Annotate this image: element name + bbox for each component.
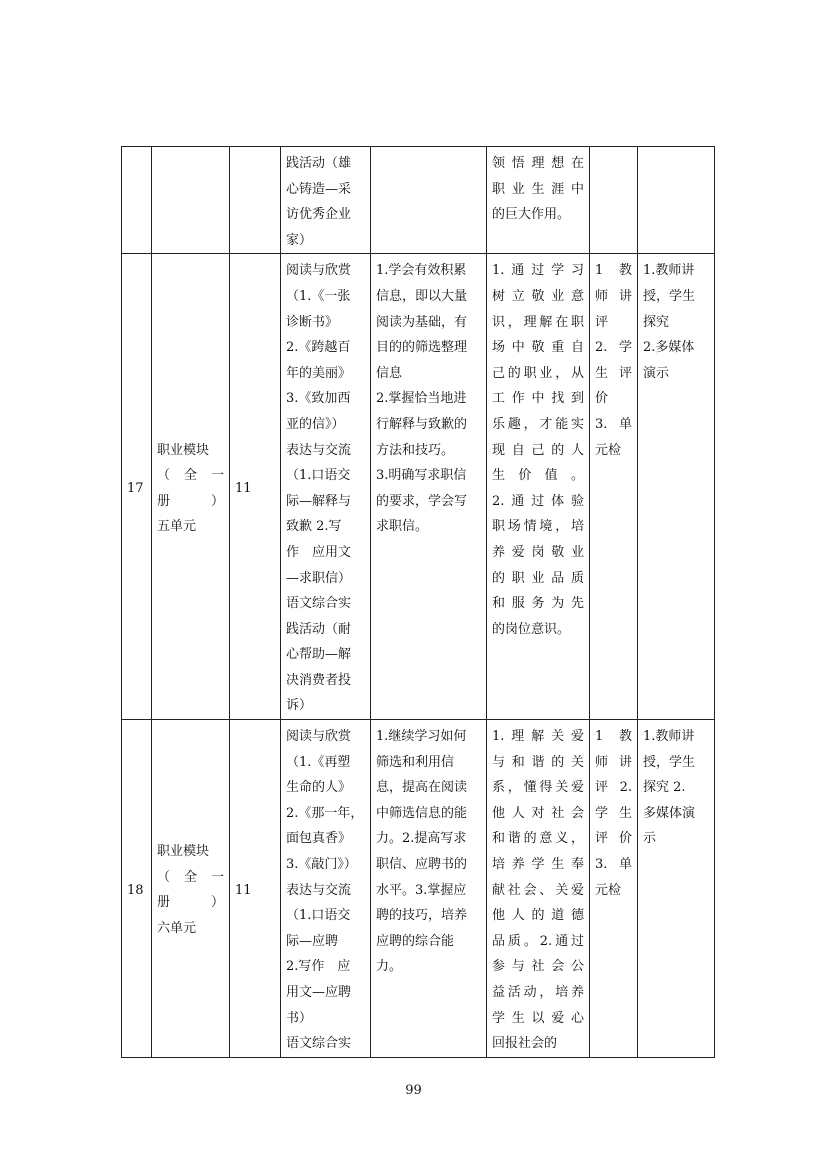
cell-line: 现自己的人 (492, 442, 584, 458)
cell-line: 息，提高在阅读 (376, 780, 468, 796)
cell-line: 培养学生奉 (492, 857, 584, 873)
cell-line: 决消费者投 (286, 672, 352, 688)
cell-line: 面包真香》 (286, 831, 352, 847)
cell-line: 心帮助—解 (286, 647, 352, 663)
cell-line: 际—应聘 (286, 933, 339, 949)
row-number-cell (122, 147, 152, 254)
cell-line: 的职业品质 (492, 570, 584, 586)
cell-line: 和服务为先 (492, 596, 584, 612)
cell-line: 树立敬业意 (492, 288, 584, 304)
table-row (122, 254, 715, 720)
cell-line: 3.《敲门》） (286, 857, 357, 873)
knowledge-goal-cell (371, 147, 487, 254)
row-number-cell: 18 (122, 720, 152, 1058)
cell-line: 1.通过学习 (492, 263, 584, 279)
cell-line: 六单元 (157, 921, 197, 937)
cell-line: 家） (286, 232, 313, 248)
quality-goal-cell (487, 147, 590, 254)
hours-cell: 11 (230, 720, 281, 1058)
cell-line: 多媒体演 (643, 805, 696, 821)
cell-line: 表达与交流 (286, 442, 352, 458)
module-cell (152, 147, 230, 254)
cell-line: 语文综合实 (286, 1036, 352, 1052)
cell-line: 信息，即以大量 (376, 288, 468, 304)
cell-line: 生价值。 (492, 468, 584, 484)
cell-line: （1.《再塑 (286, 754, 351, 770)
cell-line: 品质。2.通过 (492, 933, 584, 949)
cell-line: 五单元 (157, 519, 197, 535)
cell-line: 1 教 (595, 263, 632, 279)
cell-line: 领悟理想在 (492, 156, 584, 171)
cell-line: 的要求，学会写 (376, 493, 468, 509)
cell-line: 筛选和利用信 (376, 754, 455, 770)
cell-line: 1.学会有效积累 (376, 263, 467, 279)
cell-line: 行解释与致歉的 (376, 416, 468, 432)
cell-line: 学生 (595, 805, 632, 821)
cell-line: 1.教师讲 (643, 263, 695, 279)
cell-line: 场中敬重自 (492, 340, 584, 356)
cell-line: 2.写作 应 (286, 959, 351, 975)
cell-line: 探究 (643, 314, 670, 330)
module-cell (152, 720, 230, 1058)
cell-line: 职场情境，培 (492, 519, 584, 535)
cell-line: 1 教 (595, 729, 632, 745)
cell-line: 阅读与欣赏 (286, 729, 352, 745)
cell-line: 1.教师讲 (643, 729, 695, 745)
cell-line: 2.掌握恰当地进 (376, 391, 467, 407)
curriculum-table (121, 146, 715, 1058)
cell-line: 作 应用文 (286, 544, 352, 560)
cell-line: 评价 (595, 831, 632, 847)
cell-line: 参与社会公 (492, 959, 584, 975)
cell-line: （1.口语交 (286, 908, 351, 924)
cell-line: 益活动，培养 (492, 985, 584, 1000)
quality-goal-cell (487, 254, 590, 720)
hours-cell (230, 147, 281, 254)
quality-goal-cell (487, 720, 590, 1058)
cell-line: 3.明确写求职信 (376, 468, 467, 484)
cell-line: 践活动（耐 (286, 621, 352, 637)
cell-line: 年的美丽》 (286, 365, 352, 381)
cell-line: 访优秀企业 (286, 207, 352, 223)
method-cell (638, 147, 715, 254)
cell-line: （1.《一张 (286, 288, 351, 304)
cell-line: 表达与交流 (286, 882, 352, 898)
cell-line: 授，学生 (643, 754, 696, 770)
cell-line: 2.《那一年， (286, 805, 364, 821)
cell-line: 中筛选信息的能 (376, 805, 468, 821)
cell-line: 献社会、关爱 (492, 882, 584, 898)
cell-line: 用文—应聘 (286, 985, 352, 1000)
cell-line: 际—解释与 (286, 493, 352, 509)
cell-line: （1.口语交 (286, 468, 351, 484)
cell-line: 书） (286, 1010, 313, 1026)
cell-line: 的巨大作用。 (492, 207, 571, 223)
cell-line: 方法和技巧。 (376, 442, 455, 458)
page-number: 99 (405, 1083, 422, 1098)
content-cell (281, 254, 371, 720)
cell-line: 册） (157, 493, 224, 509)
cell-line: 评 2. (595, 780, 632, 796)
cell-line: 识，理解在职 (492, 314, 584, 330)
cell-line: 心铸造—采 (286, 181, 352, 197)
cell-line: 应聘的综合能 (376, 933, 455, 949)
cell-line: 阅读与欣赏 (286, 263, 352, 279)
cell-line: 2.学 (595, 340, 632, 356)
cell-line: 2.通过体验 (492, 493, 584, 509)
cell-line: 工作中找到 (492, 391, 584, 407)
cell-line: 师讲 (595, 288, 632, 304)
cell-line: 1.理解关爱 (492, 729, 584, 745)
cell-line: 职业生涯中 (492, 181, 584, 197)
cell-line: （ 全 一 (157, 468, 224, 484)
cell-line: 元检 (595, 442, 622, 458)
knowledge-goal-cell (371, 720, 487, 1058)
cell-line: 力。2.提高写求 (376, 831, 467, 847)
table-row (122, 147, 715, 254)
cell-line: 3.《致加西 (286, 391, 351, 407)
cell-line: 和谐的意义， (492, 831, 584, 847)
cell-line: 致歉 2.写 (286, 519, 342, 535)
cell-line: 诊断书》 (286, 314, 339, 330)
cell-line: 2.多媒体 (643, 340, 695, 356)
cell-line: 评 (595, 314, 609, 330)
cell-line: 践活动（雄 (286, 156, 352, 171)
cell-line: 1.继续学习如何 (376, 729, 467, 745)
cell-line: 师讲 (595, 754, 632, 770)
assessment-cell (590, 254, 638, 720)
cell-line: 职业模块 (157, 844, 210, 860)
assessment-cell (590, 720, 638, 1058)
cell-line: 求职信。 (376, 519, 429, 535)
hours-cell: 11 (230, 254, 281, 720)
content-cell (281, 720, 371, 1058)
cell-line: 探究 2. (643, 780, 686, 796)
cell-line: 水平。3.掌握应 (376, 882, 467, 898)
cell-line: 学生以爱心 (492, 1010, 584, 1026)
row-number-cell: 17 (122, 254, 152, 720)
cell-line: 诉） (286, 698, 313, 714)
cell-line: 生命的人》 (286, 780, 352, 796)
cell-line: 亚的信》） (286, 416, 345, 432)
cell-line: 职业模块 (157, 442, 210, 458)
method-cell (638, 254, 715, 720)
cell-line: 演示 (643, 365, 670, 381)
cell-line: 力。 (376, 959, 403, 975)
cell-line: 职信、应聘书的 (376, 857, 468, 873)
cell-line: 回报社会的 (492, 1036, 558, 1052)
cell-line: 他人的道德 (492, 908, 584, 924)
cell-line: 示 (643, 831, 657, 847)
cell-line: 元检 (595, 882, 622, 898)
cell-line: 乐趣，才能实 (492, 416, 584, 432)
cell-line: 册） (157, 895, 224, 911)
cell-line: 3.单 (595, 857, 632, 873)
cell-line: 目的的筛选整理 (376, 340, 468, 356)
cell-line: —求职信） (286, 570, 352, 586)
table-row (122, 720, 715, 1058)
assessment-cell (590, 147, 638, 254)
cell-line: 的岗位意识。 (492, 621, 571, 637)
cell-line: 与和谐的关 (492, 754, 584, 770)
module-cell (152, 254, 230, 720)
cell-line: 聘的技巧，培养 (376, 908, 468, 924)
cell-line: 语文综合实 (286, 596, 352, 612)
content-cell (281, 147, 371, 254)
cell-line: 阅读为基础，有 (376, 314, 468, 330)
cell-line: 养爱岗敬业 (492, 544, 584, 560)
cell-line: 2.《跨越百 (286, 340, 351, 356)
method-cell (638, 720, 715, 1058)
cell-line: 价 (595, 391, 609, 407)
cell-line: 生评 (595, 365, 632, 381)
cell-line: 他人对社会 (492, 805, 584, 821)
cell-line: 授，学生 (643, 288, 696, 304)
cell-line: 信息 (376, 365, 403, 381)
cell-line: 3.单 (595, 416, 632, 432)
knowledge-goal-cell (371, 254, 487, 720)
cell-line: （ 全 一 (157, 869, 224, 885)
cell-line: 己的职业，从 (492, 365, 584, 381)
cell-line: 系，懂得关爱 (492, 780, 584, 796)
